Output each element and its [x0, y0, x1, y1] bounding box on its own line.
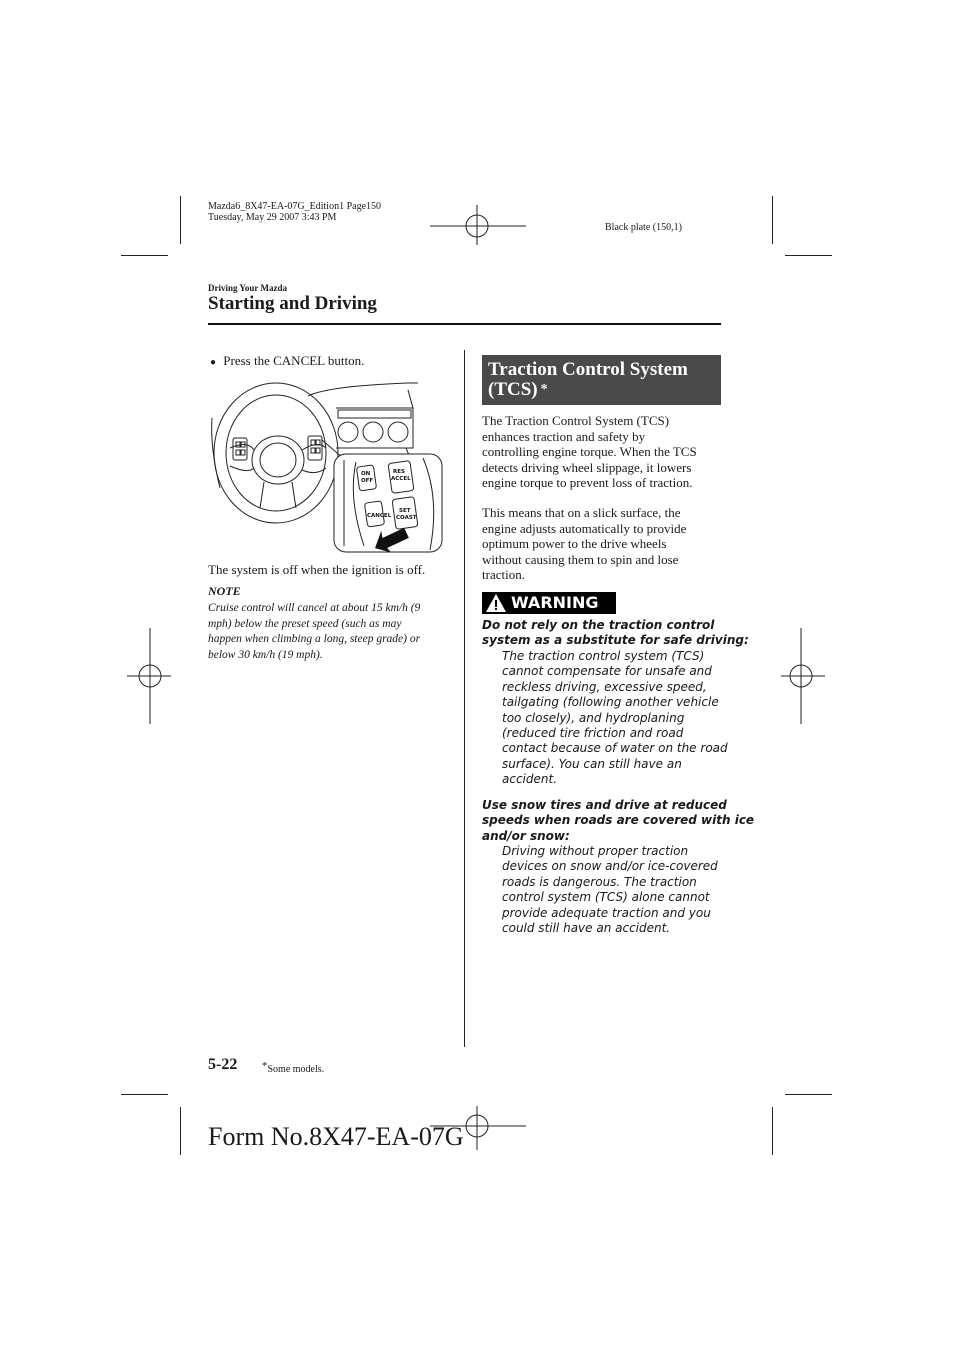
text-line: speeds when roads are covered with ice	[482, 813, 755, 828]
warning-1-heading	[482, 618, 749, 649]
note-body	[208, 601, 420, 663]
text-line: (reduced tire friction and road	[502, 726, 684, 741]
warning-badge	[482, 592, 616, 614]
footnote-star: *	[262, 1060, 268, 1072]
bullet-item	[210, 353, 364, 371]
switch-label-res: RES	[393, 469, 405, 475]
switch-label-off: OFF	[361, 478, 374, 484]
note-line: mph) below the preset speed (such as may	[208, 617, 402, 630]
tcs-heading-line2	[488, 380, 715, 400]
tcs-paragraph-1	[482, 413, 697, 491]
switch-label-on: ON	[361, 471, 371, 477]
registration-mark-right	[781, 628, 825, 724]
text-line: Driving without proper traction	[502, 844, 689, 858]
note-title: NOTE	[208, 584, 241, 598]
registration-mark-top	[430, 205, 526, 245]
text-line: optimum power to the drive wheels	[482, 536, 667, 551]
crop-mark	[785, 1094, 832, 1095]
text-line: engine adjusts automatically to provide	[482, 520, 687, 536]
text-line: engine torque to prevent loss of traction.	[482, 475, 693, 490]
crop-mark	[180, 1107, 181, 1155]
plate-label: Black plate (150,1)	[605, 222, 682, 233]
text-line: controlling engine torque. When the TCS	[482, 444, 697, 459]
text-line: enhances traction and safety by	[482, 428, 646, 444]
print-slug-line2: Tuesday, May 29 2007 3:43 PM	[208, 212, 337, 223]
text-line: Do not rely on the traction control	[482, 618, 715, 632]
registration-mark-left	[127, 628, 171, 724]
footnote-text: Some models.	[267, 1064, 325, 1075]
system-off-text: The system is off when the ignition is off.	[208, 562, 426, 577]
text-line: contact because of water on the road	[502, 741, 728, 756]
text-line: control system (TCS) alone cannot	[502, 890, 710, 905]
text-line: system as a substitute for safe driving:	[482, 633, 749, 648]
text-line: without causing them to spin and lose	[482, 551, 679, 567]
bullet-glyph: ●	[210, 357, 217, 368]
warning-triangle-icon	[485, 593, 507, 613]
note-line: below 30 km/h (19 mph).	[208, 648, 323, 661]
text-line: devices on snow and/or ice-covered	[502, 859, 718, 874]
tcs-heading-acronym: (TCS)	[488, 379, 538, 400]
warning-2-heading	[482, 798, 754, 844]
section-label: Driving Your Mazda	[208, 283, 288, 293]
switch-label-set: SET	[399, 508, 411, 514]
text-line: and/or snow:	[482, 828, 570, 843]
text-line: detects driving wheel slippage, it lowers	[482, 459, 692, 475]
tcs-heading	[482, 355, 721, 405]
header-rule	[208, 323, 721, 325]
text-line: accident.	[502, 772, 558, 787]
switch-label-coast: COAST	[396, 515, 417, 521]
steering-wheel-illustration	[208, 378, 448, 558]
text-line: The Traction Control System (TCS)	[482, 413, 670, 428]
bullet-text: Press the CANCEL button.	[223, 353, 365, 368]
text-line: provide adequate traction and you	[502, 905, 711, 920]
text-line: roads is dangerous. The traction	[502, 874, 697, 889]
note-line: happen when climbing a long, steep grade) or	[208, 633, 421, 646]
crop-mark	[772, 196, 773, 244]
warning-label: WARNING	[511, 593, 599, 612]
text-line: Use snow tires and drive at reduced	[482, 798, 727, 812]
crop-mark	[785, 255, 832, 256]
text-line: traction.	[482, 567, 525, 582]
warning-2-body	[502, 844, 718, 936]
crop-mark	[180, 196, 181, 244]
footnote	[262, 1060, 324, 1075]
form-number: Form No.8X47-EA-07G	[208, 1122, 464, 1151]
text-line: reckless driving, excessive speed,	[502, 679, 707, 694]
text-line: cannot compensate for unsafe and	[502, 664, 712, 679]
crop-mark	[121, 1094, 168, 1095]
switch-label-cancel: CANCEL	[367, 513, 392, 519]
crop-mark	[772, 1107, 773, 1155]
some-models-star: *	[540, 382, 548, 397]
tcs-heading-line1: Traction Control System	[488, 359, 688, 380]
page-title: Starting and Driving	[208, 293, 377, 314]
text-line: surface). You can still have an	[502, 756, 682, 771]
text-line: The traction control system (TCS)	[502, 649, 705, 663]
text-line: could still have an accident.	[502, 921, 671, 936]
crop-mark	[121, 255, 168, 256]
text-line: tailgating (following another vehicle	[502, 695, 719, 710]
tcs-paragraph-2	[482, 505, 686, 583]
note-line: Cruise control will cancel at about 15 km/h (9	[208, 602, 421, 614]
warning-1-body	[502, 649, 728, 788]
switch-label-accel: ACCEL	[391, 476, 411, 482]
text-line: too closely), and hydroplaning	[502, 710, 685, 725]
column-divider	[464, 350, 465, 1047]
print-slug-line1: Mazda6_8X47-EA-07G_Edition1 Page150	[208, 201, 382, 212]
page-number: 5-22	[208, 1056, 238, 1073]
text-line: This means that on a slick surface, the	[482, 505, 681, 520]
print-slug	[208, 201, 381, 223]
